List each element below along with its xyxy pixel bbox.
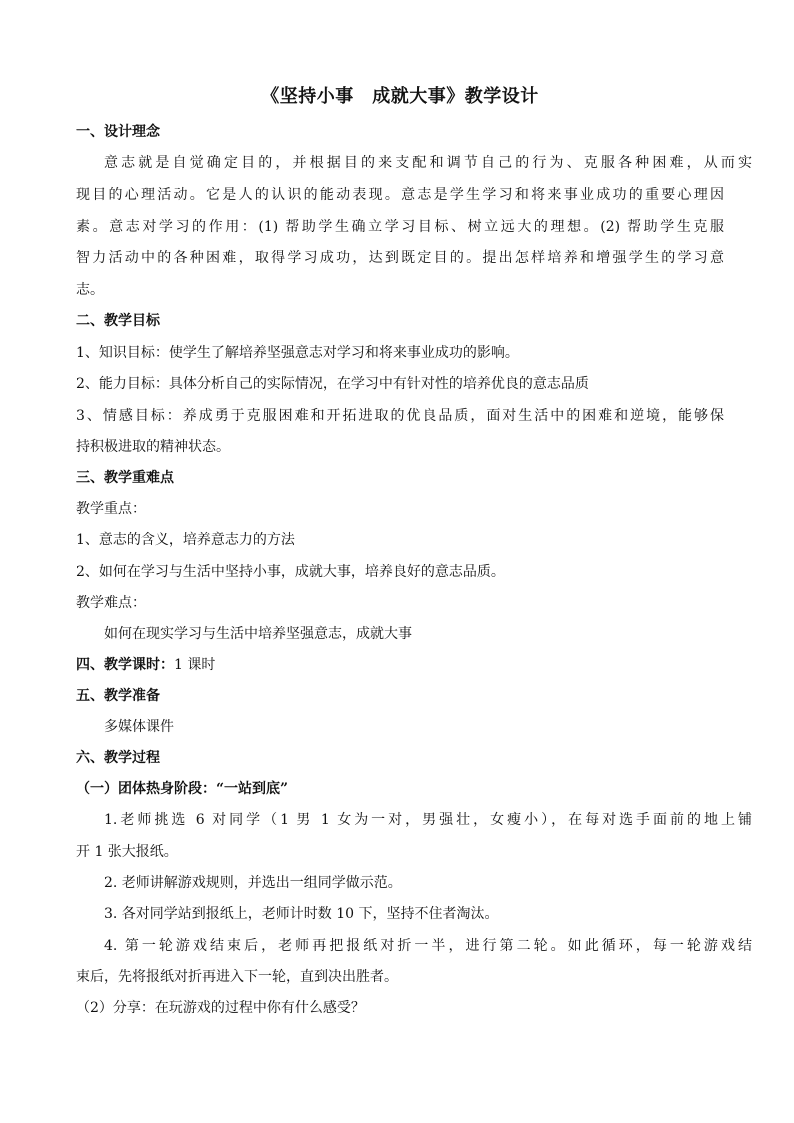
process-step: 1.老师挑选 6 对同学（1 男 1 女为一对，男强壮，女瘦小），在每对选手面前的地上铺 xyxy=(104,812,752,828)
section-heading-teaching-process: 六、教学过程 xyxy=(76,750,160,766)
teaching-hours-value: 1 课时 xyxy=(174,657,216,673)
document-title: 《坚持小事 成就大事》教学设计 xyxy=(261,86,539,107)
document-page xyxy=(76,0,752,1123)
preparation-item: 多媒体课件 xyxy=(104,719,174,735)
subsection-warmup: （一）团体热身阶段：“一站到底” xyxy=(76,781,289,797)
paragraph-line: 智力活动中的各种困难，取得学习成功，达到既定目的。提出怎样培养和增强学生的学习意 xyxy=(76,250,724,266)
difficult-point-item: 如何在现实学习与生活中培养坚强意志，成就大事 xyxy=(104,626,412,642)
paragraph-line: 素。意志对学习的作用：(1) 帮助学生确立学习目标、树立远大的理想。(2) 帮助学生克服 xyxy=(76,219,724,235)
process-step: 3. 各对同学站到报纸上，老师计时数 10 下，坚持不住者淘汰。 xyxy=(104,906,499,922)
process-step: 2. 老师讲解游戏规则，并选出一组同学做示范。 xyxy=(104,875,402,891)
section-heading-design-concept: 一、设计理念 xyxy=(76,124,160,140)
key-point-item: 1、意志的含义，培养意志力的方法 xyxy=(76,532,295,548)
key-points-label: 教学重点： xyxy=(76,501,146,517)
process-step-cont: 束后，先将报纸对折再进入下一轮，直到决出胜者。 xyxy=(76,969,398,985)
section-heading-teaching-hours: 四、教学课时： xyxy=(76,657,174,673)
paragraph-line: 意志就是自觉确定目的，并根据目的来支配和调节自己的行为、克服各种困难，从而实 xyxy=(104,155,752,171)
goal-knowledge: 1、知识目标：使学生了解培养坚强意志对学习和将来事业成功的影响。 xyxy=(76,345,519,361)
section-heading-key-points: 三、教学重难点 xyxy=(76,470,174,486)
process-step: 4. 第一轮游戏结束后，老师再把报纸对折一半，进行第二轮。如此循环，每一轮游戏结 xyxy=(104,938,752,954)
goal-ability: 2、能力目标：具体分析自己的实际情况，在学习中有针对性的培养优良的意志品质 xyxy=(76,376,589,392)
share-question: （2）分享：在玩游戏的过程中你有什么感受？ xyxy=(76,1000,365,1016)
goal-emotion: 3、情感目标：养成勇于克服困难和开拓进取的优良品质，面对生活中的困难和逆境，能够保 xyxy=(76,408,724,424)
paragraph-line: 现目的心理活动。它是人的认识的能动表现。意志是学生学习和将来事业成功的重要心理因 xyxy=(76,187,724,203)
section-teaching-hours xyxy=(76,654,724,676)
difficult-points-label: 教学难点： xyxy=(76,595,146,611)
process-step-cont: 开 1 张大报纸。 xyxy=(76,844,178,860)
paragraph-line: 志。 xyxy=(76,282,104,298)
key-point-item: 2、如何在学习与生活中坚持小事，成就大事，培养良好的意志品质。 xyxy=(76,564,505,580)
section-heading-teaching-goals: 二、教学目标 xyxy=(76,313,160,329)
goal-emotion-cont: 持积极进取的精神状态。 xyxy=(76,439,230,455)
section-heading-preparation: 五、教学准备 xyxy=(76,688,160,704)
